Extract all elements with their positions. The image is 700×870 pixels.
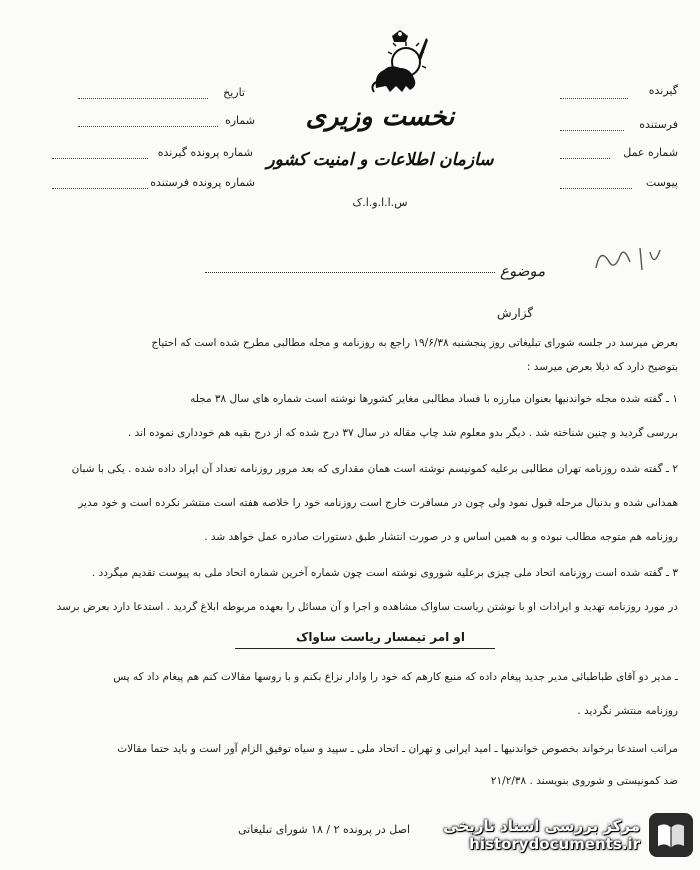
number-label: شماره (224, 114, 255, 127)
sender-file-number-label: شماره پرونده فرستنده (150, 176, 255, 189)
body-line: ضد کمونیستی و شوروی بنویسند . ۲۱/۲/۳۸ (490, 775, 678, 787)
body-line: ۳ ـ گفته شده است روزنامه اتحاد ملی چیزی برعلیه شوروی نوشته است چون شماره آخرین شماره اتحاد ملی به پیوست تقدیم میگردد . (91, 567, 678, 579)
subject-label: موضوع (500, 262, 546, 280)
body-line: ـ مدیر دو آقای طباطبائی مدیر جدید پیغام داده که منبع کارهم که خود را وادار نزاع بکنم و با روسها مقالات کنم هم پیغام داد که پس (113, 671, 678, 683)
watermark-name: مرکز بررسی اسناد تاریخی (443, 817, 640, 835)
body-line: بررسی گردید و چنین شناخته شد . دیگر بدو معلوم شد چاپ مقاله در سال ۳۷ درج شده که از درج بقیه هم خودداری نموده اند . (127, 427, 678, 439)
body-line: بعرض میرسد در جلسه شورای تبلیغاتی روز پنجشنبه ۱۹/۶/۳۸ راجع به روزنامه و مجله مطالبی مطرح شده است که احتیاج (151, 337, 678, 349)
body-line: همدانی شده و بدنبال مرحله قبول نمود ولی چون در مسافرت خارج است روزنامه خود را خلاصه هفته است منتشر نکرده است و خود مدیر (78, 497, 678, 509)
attachment-line (560, 188, 632, 189)
ministry-title: نخست وزیری (305, 102, 455, 132)
report-title: گزارش (496, 306, 534, 320)
number-line (78, 126, 218, 127)
footer-note: اصل در پرونده ۲ / ۱۸ شورای تبلیغاتی (237, 823, 410, 836)
book-logo-icon (648, 812, 694, 858)
recipient-file-number-line (52, 158, 148, 159)
body-line: بتوضیح دارد که ذیلا بعرض میرسد : (526, 361, 678, 373)
recipient-label: گیرنده (648, 84, 678, 97)
body-line: ۲ ـ گفته شده روزنامه تهران مطالبی برعلیه کمونیسم نوشته است همان مقداری که بعد مرور روزنامه تعداد آن ایراد داده شده . یکی با شبان (71, 463, 678, 475)
section-title: او امر تیمسار ریاست ساواک (296, 630, 465, 644)
sender-label: فرستنده (639, 118, 678, 131)
body-line: ۱ ـ گفته شده مجله خواندنیها بعنوان مبارزه با فساد مطالبی مغایر کشورها نوشته است شماره های سال ۳۸ مجله (190, 393, 678, 405)
recipient-file-number-label: شماره پرونده گیرنده (157, 146, 253, 159)
section-underline (235, 648, 495, 649)
reference-number: س.ا.ا.و.ا.ک (352, 196, 408, 209)
watermark (408, 806, 694, 864)
body-line: مراتب استدعا برخواند بخصوص خواندنیها ـ امید ایرانی و تهران ـ اتحاد ملی ـ سپید و سیاه توفیق الزام آور است و باید حتما مقالات (117, 743, 678, 755)
sender-line (560, 130, 624, 131)
body-line: روزنامه هم متوجه مطالب نبوده و به همین اساس و در صورت انتشار طبق دستورات صادره عمل خواهد شد . (204, 531, 678, 543)
lion-and-sun-emblem-icon (366, 28, 434, 100)
action-number-line (560, 158, 610, 159)
action-number-label: شماره عمل (623, 146, 678, 159)
body-line: روزنامه منتشر نگردید . (577, 705, 678, 717)
organization-name: سازمان اطلاعات و امنیت کشور (266, 150, 494, 170)
sender-file-number-line (52, 188, 148, 189)
watermark-url: historydocuments.ir (469, 835, 640, 853)
date-line (78, 98, 208, 99)
attachment-label: پیوست (645, 176, 678, 189)
recipient-line (560, 98, 628, 99)
body-line: در مورد روزنامه تهدید و ایرادات او با نوشتن ریاست ساواک مشاهده و اجرا و آن مسائل را بعهده مربوطه ابلاغ گردید . استدعا دارد بعرض برسد (56, 601, 678, 613)
handwritten-mark-icon (590, 238, 670, 278)
subject-line (205, 272, 495, 273)
date-label: تاریخ (223, 86, 245, 99)
